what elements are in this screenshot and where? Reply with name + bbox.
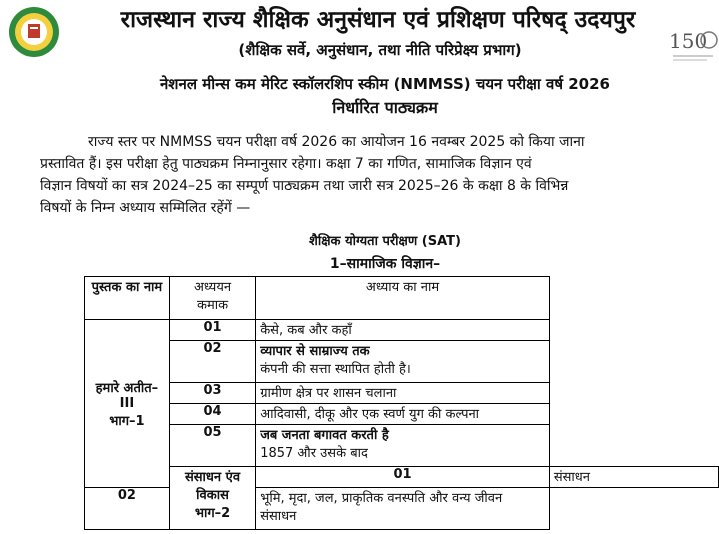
para-line: राज्य स्तर पर NMMSS चयन परीक्षा वर्ष 2026 का आयोजन 16 नवम्बर 2025 को किया जाना	[88, 134, 585, 150]
chapter-name: आदिवासी, दीकू और एक स्वर्ण युग की कल्पना	[256, 404, 550, 425]
chapter-note: 1857 और उसके बाद	[260, 446, 368, 461]
page-title: राजस्थान राज्य शैक्षिक अनुसंधान एवं प्रशिक्षण परिषद् उदयपुर	[120, 7, 636, 33]
col-book-name: पुस्तक का नाम	[85, 277, 170, 320]
intro-paragraph	[40, 131, 704, 219]
chapter-number: 05	[169, 425, 255, 467]
badge-number: 150	[669, 29, 708, 53]
chapter-number: 01	[169, 320, 255, 341]
sierat-logo	[8, 6, 60, 58]
para-line: प्रस्तावित हैं। इस परीक्षा हेतु पाठ्यक्रम निम्नानुसार रहेगा। कक्षा 7 का गणित, सामाजिक विज्ञान एवं	[40, 156, 532, 172]
col-chapter-name: अध्याय का नाम	[256, 277, 550, 320]
chapter-name: संसाधन	[549, 467, 718, 488]
table-row	[85, 341, 719, 383]
chapter-name: कैसे, कब और कहाँ	[256, 320, 550, 341]
chapter-name: ग्रामीण क्षेत्र पर शासन चलाना	[256, 383, 550, 404]
book-name-2: संसाधन एंव विकास भाग–2	[169, 467, 255, 530]
chapter-number: 03	[169, 383, 255, 404]
book-name-1: हमारे अतीत–III भाग–1	[85, 320, 170, 488]
para-line: विषयों के निम्न अध्याय सम्मिलित रहेंगें —	[40, 200, 251, 216]
table-row	[85, 383, 719, 404]
chapter-name: जब जनता बगावत करती है 1857 और उसके बाद	[256, 425, 550, 467]
col-chapter-number: अध्ययन कमाक	[169, 277, 255, 320]
table-header-row	[85, 277, 719, 320]
table-row	[85, 404, 719, 425]
chapter-name: व्यापार से साम्राज्य तक कंपनी की सत्ता स्थापित होती है।	[256, 341, 550, 383]
subject-heading: 1–सामाजिक विज्ञान–	[329, 256, 441, 272]
syllabus-table	[84, 276, 719, 530]
notice-heading: नेशनल मीन्स कम मेरिट स्कॉलरशिप स्कीम (NMMSS) चयन परीक्षा वर्ष 2026	[159, 75, 610, 93]
para-line: विज्ञान विषयों का सत्र 2024–25 का सम्पूर्ण पाठ्यक्रम तथा जारी सत्र 2025–26 के कक्षा 8 के विभिन्न	[40, 178, 569, 194]
table-row	[85, 320, 719, 341]
sat-heading: शैक्षिक योग्यता परीक्षण (SAT)	[309, 234, 461, 249]
page-subtitle: (शैक्षिक सर्वे, अनुसंधान, तथा नीति परिप्रेक्ष्य प्रभाग)	[238, 41, 522, 59]
table-row	[85, 425, 719, 467]
table-row	[85, 467, 719, 488]
chapter-number: 02	[85, 488, 170, 530]
chapter-number: 01	[256, 467, 550, 488]
notice-subheading: निर्धारित पाठ्यक्रम	[332, 98, 438, 117]
chapter-number: 04	[169, 404, 255, 425]
chapter-number: 02	[169, 341, 255, 383]
chapter-note: कंपनी की सत्ता स्थापित होती है।	[260, 362, 411, 377]
chapter-name: भूमि, मृदा, जल, प्राकृतिक वनस्पति और वन्य जीवन संसाधन	[256, 488, 550, 530]
chapter-note: संसाधन	[260, 509, 297, 524]
